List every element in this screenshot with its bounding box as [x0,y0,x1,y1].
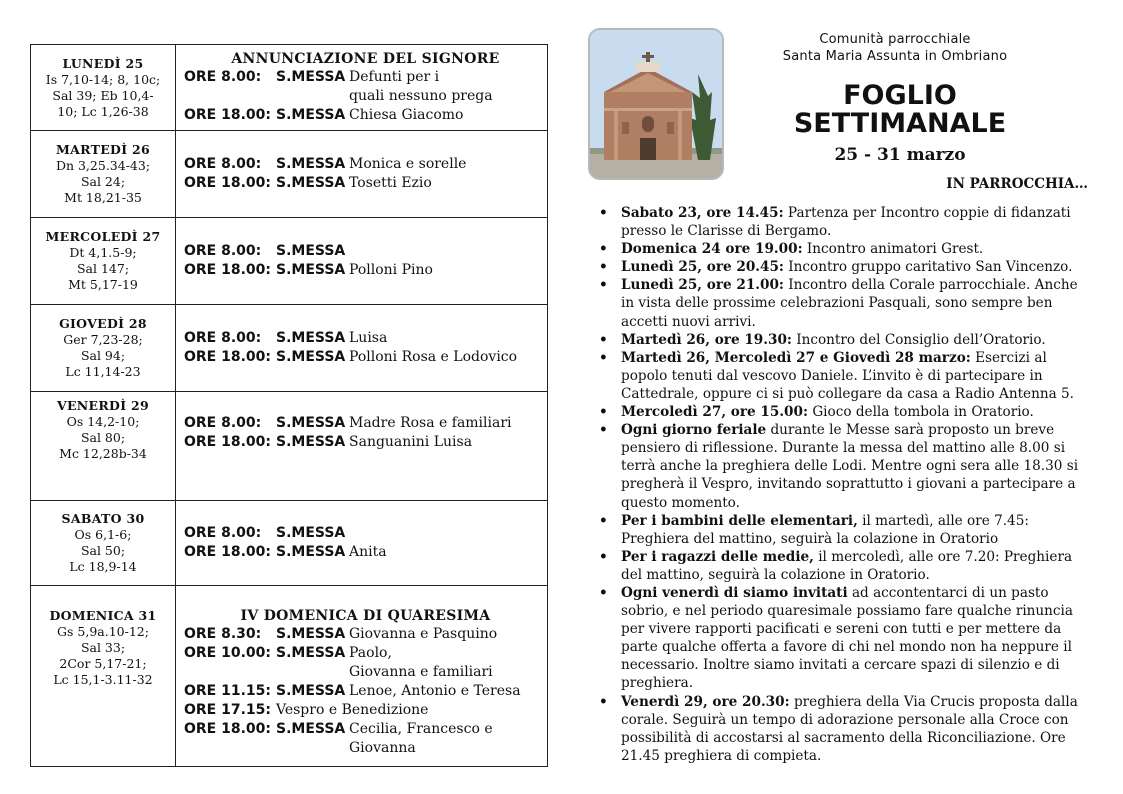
mass-intention: Lenoe, Antonio e Teresa [349,683,521,699]
mass-line [184,644,547,663]
news-item-text: durante le Messe sarà proposto un breve pensiero di riflessione. Durante la messa del mattino alle 8.00 si terrà anche la preghiera delle Lodi. Mentre ogni sera alle 18.30 si pregherà il Vespro, invitando soprattutto i giovani a partecipare a questo momento. [621,422,1079,511]
mass-line [184,348,547,367]
news-item [596,693,1088,765]
reading-line: Sal 39; Eb 10,4- [52,87,154,103]
mass-line [184,739,547,758]
reading-line: Lc 11,14-23 [65,364,141,379]
mass-intention: Cecilia, Francesco e [349,721,493,737]
day-cell [31,305,176,392]
mass-kind: S.MESSA [276,243,346,259]
day-name: GIOVEDÌ 28 [59,316,147,331]
mass-kind: S.MESSA [276,434,346,450]
mass-line [184,701,547,720]
reading-line: Dt 4,1.5-9; [69,245,137,260]
mass-kind: S.MESSA [276,262,346,278]
news-item-text: Incontro animatori Grest. [802,241,984,258]
news-item-heading: Ogni venerdì di siamo invitati [621,584,848,601]
news-item [596,403,1088,421]
reading-line: Os 6,1-6; [74,527,132,542]
mass-kind: S.MESSA [276,175,346,191]
mass-line [184,155,547,174]
news-item-heading: Lunedì 25, ore 20.45: [621,259,784,276]
bulletin-dates: 25 - 31 marzo [834,145,966,165]
news-item-text: Incontro gruppo caritativo San Vincenzo. [783,259,1073,276]
mass-cell [176,305,548,392]
day-cell [31,218,176,305]
schedule-row-tuesday [31,131,548,218]
news-item-heading: Martedì 26, Mercoledì 27 e Giovedì 28 marzo: [621,349,971,366]
mass-kind: S.MESSA [276,330,346,346]
day-cell [31,131,176,218]
mass-kind: S.MESSA [276,525,346,541]
mass-time: ORE 18.00: [184,721,272,737]
reading-line: Lc 18,9-14 [69,559,137,574]
mass-intention: Madre Rosa e familiari [349,415,512,431]
mass-line [184,106,547,125]
mass-kind: S.MESSA [276,645,346,661]
mass-time: ORE 18.00: [184,349,272,365]
mass-kind: S.MESSA [276,349,346,365]
day-name: MERCOLEDÌ 27 [45,229,161,244]
news-item-text: il martedì, alle ore 7.45: Preghiera del mattino, seguirà la colazione in Oratorio [621,512,1029,547]
mass-line [184,87,547,106]
mass-time: ORE 18.00: [184,262,272,278]
mass-intention: Polloni Rosa e Lodovico [349,349,518,365]
day-name: MARTEDÌ 26 [56,142,150,157]
news-item [596,331,1088,349]
news-item-text: Esercizi al popolo tenuti dal vescovo Daniele. L’invito è di partecipare in Cattedrale, oppure ci si può collegare da casa a Radio Antenna 5. [621,349,1074,402]
mass-intention: Giovanna [349,740,416,756]
news-item [596,240,1088,258]
mass-kind: S.MESSA [276,626,346,642]
news-item-text: Gioco della tombola in Oratorio. [808,404,1034,421]
schedule-row-wednesday [31,218,548,305]
mass-time: ORE 8.00: [184,156,262,172]
mass-kind: S.MESSA [276,721,346,737]
reading-line: Sal 94; [80,348,126,363]
reading-line: Mt 18,21-35 [64,190,142,205]
reading-line: Mc 12,28b-34 [59,446,147,461]
news-item-heading: Mercoledì 27, ore 15.00: [621,404,808,421]
mass-intention: Luisa [349,330,388,346]
parish-name-line1: Comunità parrocchiale [819,32,971,47]
news-item-heading: Domenica 24 ore 19.00: [621,241,803,258]
mass-time: ORE 18.00: [184,106,272,123]
schedule-row-thursday [31,305,548,392]
mass-intention: Anita [349,544,387,560]
mass-line [184,329,547,348]
day-name: VENERDÌ 29 [56,398,149,413]
church-illustration [590,30,722,178]
mass-intention: Paolo, [349,645,392,661]
mass-kind: S.MESSA [276,156,346,172]
mass-time: ORE 18.00: [184,175,272,191]
mass-line [184,174,547,193]
news-item [596,512,1088,548]
news-item [596,584,1088,693]
news-item [596,204,1088,240]
mass-line [184,524,547,543]
schedule-row-sunday [31,586,548,767]
mass-kind: S.MESSA [276,544,346,560]
reading-line: Sal 24; [80,174,126,189]
day-name: DOMENICA 31 [49,608,157,623]
news-item-heading: Lunedì 25, ore 21.00: [621,277,784,294]
mass-line [184,433,547,452]
mass-time: ORE 10.00: [184,645,272,661]
mass-cell [176,131,548,218]
feast-title: ANNUNCIAZIONE DEL SIGNORE [231,50,500,67]
news-item-text: Incontro della Corale parrocchiale. Anche in vista delle prossime celebrazioni Pasquali, sono sempre ben accetti nuovi arrivi. [621,277,1078,330]
news-item-text: il mercoledì, alle ore 7.20: Preghiera del mattino, seguirà la colazione in Oratorio. [621,548,1073,583]
mass-intention: Defunti per i [349,68,440,85]
reading-line: Dn 3,25.34-43; [55,158,151,173]
reading-line: 2Cor 5,17-21; [59,656,147,671]
day-cell [31,45,176,131]
news-item [596,258,1088,276]
day-cell [31,501,176,586]
mass-intention: Vespro e Benedizione [276,702,429,718]
mass-time: ORE 11.15: [184,683,272,699]
mass-time: ORE 8.00: [184,330,262,346]
mass-line [184,625,547,644]
mass-cell [176,45,548,131]
reading-line: Gs 5,9a.10-12; [57,624,149,639]
bulletin-title-line1: FOGLIO [843,80,957,111]
mass-time: ORE 17.15: [184,702,272,718]
mass-intention: quali nessuno prega [349,87,493,104]
schedule-row-monday [31,45,548,131]
mass-time: ORE 18.00: [184,434,272,450]
news-item-text: ad accontentarci di un pasto sobrio, e nel periodo quaresimale possiamo fare qualche rinuncia per vivere rapporti pacificati e sereni con tutti e per mettere da parte qualche offerta a favore di chi nel mondo non ha neppure il necessario. Inoltre siamo invitati a cercare spazi di silenzio e di preghiera. [621,584,1073,692]
mass-time: ORE 8.00: [184,243,262,259]
section-heading: IN PARROCCHIA… [946,176,1088,192]
mass-intention: Sanguanini Luisa [349,434,473,450]
mass-kind: S.MESSA [276,683,346,699]
news-item-heading: Venerdì 29, ore 20.30: [621,693,790,710]
mass-line [184,261,547,280]
mass-line [184,414,547,433]
bulletin-title-line2: SETTIMANALE [793,108,1007,139]
mass-schedule-table [30,44,548,767]
reading-line: Sal 50; [80,543,126,558]
news-item-heading: Per i ragazzi delle medie, [621,548,814,565]
mass-intention: Tosetti Ezio [349,175,432,191]
mass-line [184,663,547,682]
mass-time: ORE 18.00: [184,544,272,560]
mass-line [184,543,547,562]
schedule-row-friday [31,392,548,501]
mass-cell [176,586,548,767]
reading-line: Ger 7,23-28; [63,332,143,347]
news-item [596,349,1088,403]
mass-kind: S.MESSA [276,415,346,431]
schedule-row-saturday [31,501,548,586]
news-item-text: Partenza per Incontro coppie di fidanzati presso le Clarisse di Bergamo. [621,205,1071,240]
news-item [596,276,1088,330]
mass-line [184,242,547,261]
news-item-text: Incontro del Consiglio dell’Oratorio. [791,331,1046,348]
reading-line: Lc 15,1-3.11-32 [53,672,153,687]
mass-kind: S.MESSA [276,106,346,123]
news-item-heading: Martedì 26, ore 19.30: [621,331,792,348]
feast-title: IV DOMENICA DI QUARESIMA [240,608,491,624]
mass-intention: Chiesa Giacomo [349,106,464,123]
mass-intention: Polloni Pino [349,262,433,278]
news-item-text: preghiera della Via Crucis proposta dalla corale. Seguirà un tempo di adorazione personale alla Croce con possibilità di accostarsi al sacramento della Riconciliazione. Ore 21.45 preghiera di compieta. [621,693,1078,764]
day-cell [31,586,176,767]
mass-time: ORE 8.00: [184,68,262,85]
mass-intention: Monica e sorelle [349,156,467,172]
mass-time: ORE 8.00: [184,525,262,541]
reading-line: Mt 5,17-19 [68,277,138,292]
parish-name-line2: Santa Maria Assunta in Ombriano [782,49,1008,64]
mass-time: ORE 8.00: [184,415,262,431]
news-item [596,548,1088,584]
day-cell [31,392,176,501]
day-name: SABATO 30 [61,511,145,526]
news-item-heading: Ogni giorno feriale [621,422,767,439]
parish-news-list [596,204,1088,765]
mass-cell [176,218,548,305]
church-photo [588,28,724,180]
mass-line [184,682,547,701]
mass-line [184,68,547,87]
mass-kind: S.MESSA [276,68,346,85]
news-item [596,421,1088,511]
reading-line: Sal 33; [80,640,126,655]
mass-cell [176,501,548,586]
mass-cell [176,392,548,501]
day-name: LUNEDÌ 25 [62,55,144,71]
mass-time: ORE 8.30: [184,626,262,642]
reading-line: 10; Lc 1,26-38 [57,103,149,119]
news-item-heading: Sabato 23, ore 14.45: [621,205,784,221]
mass-intention: Giovanna e Pasquino [349,626,498,642]
mass-line [184,720,547,739]
reading-line: Is 7,10-14; 8, 10c; [45,71,161,87]
reading-line: Os 14,2-10; [66,414,140,429]
mass-intention: Giovanna e familiari [349,664,493,680]
reading-line: Sal 147; [76,261,130,276]
reading-line: Sal 80; [80,430,126,445]
news-item-heading: Per i bambini delle elementari, [621,512,858,529]
